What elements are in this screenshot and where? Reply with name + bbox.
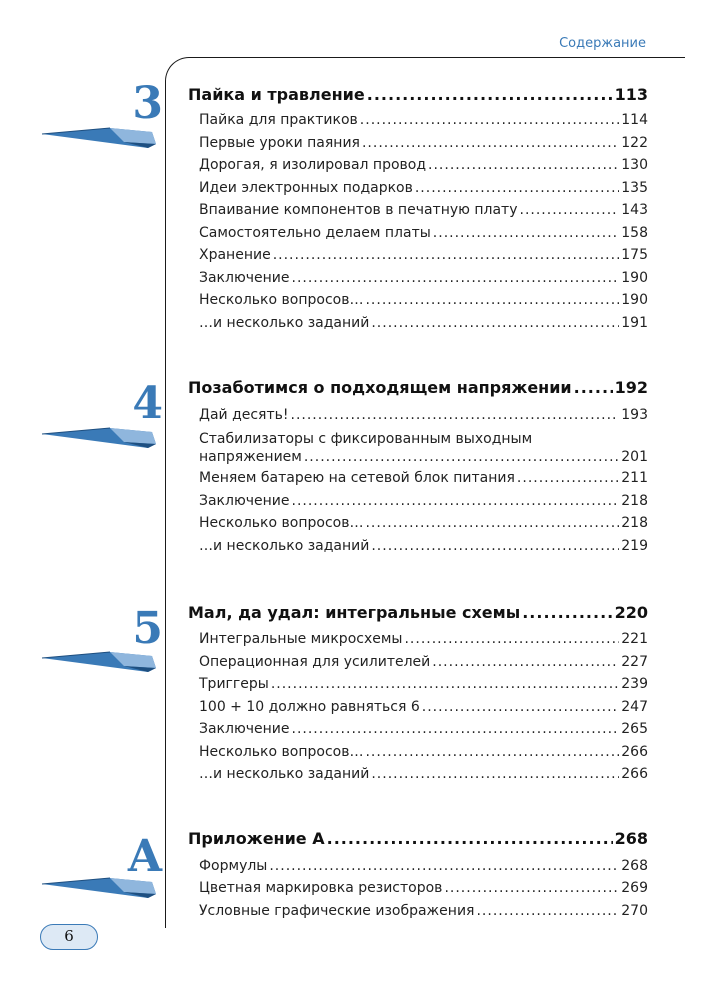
toc-chapter-title[interactable]: Приложение А ..... 268	[188, 828, 648, 850]
toc-entry[interactable]: …и несколько заданий ..... 191	[199, 312, 648, 334]
chapter-number: 4	[132, 378, 163, 429]
toc-entry[interactable]: Формулы ..... 268	[199, 855, 648, 877]
pen-icon	[40, 124, 160, 152]
toc-entry[interactable]: Идеи электронных подарков ..... 135	[199, 177, 648, 199]
pen-icon	[40, 874, 160, 902]
toc-entry[interactable]: Интегральные микросхемы ..... 221	[199, 628, 648, 650]
toc-entry[interactable]: Условные графические изображения ..... 270	[199, 900, 648, 922]
toc-entry[interactable]: Заключение ..... 218	[199, 490, 648, 512]
toc-entry[interactable]: Заключение ..... 265	[199, 718, 648, 740]
toc-entry[interactable]: Самостоятельно делаем платы ..... 158	[199, 222, 648, 244]
page-number-badge: 6	[40, 924, 98, 950]
toc-entry[interactable]: Стабилизаторы с фиксированным выходным напряжением ..... 201	[199, 426, 648, 466]
toc-entry[interactable]: …и несколько заданий ..... 219	[199, 535, 648, 557]
toc-chapter-title[interactable]: Пайка и травление ..... 113	[188, 84, 648, 106]
toc-entry[interactable]: Несколько вопросов… ..... 190	[199, 289, 648, 311]
toc-entry[interactable]: Дорогая, я изолировал провод ..... 130	[199, 154, 648, 176]
toc-entry[interactable]: Первые уроки паяния ..... 122	[199, 132, 648, 154]
toc-entry[interactable]: 100 + 10 должно равняться 6 ..... 247	[199, 696, 648, 718]
pen-icon	[40, 424, 160, 452]
toc-entry[interactable]: Несколько вопросов… ..... 218	[199, 512, 648, 534]
toc-entry[interactable]: Цветная маркировка резисторов ..... 269	[199, 877, 648, 899]
chapter-number: 3	[132, 78, 163, 129]
toc-chapter-title[interactable]: Мал, да удал: интегральные схемы ..... 220	[188, 602, 648, 624]
toc-entry[interactable]: Несколько вопросов… ..... 266	[199, 741, 648, 763]
toc-entry[interactable]: Хранение ..... 175	[199, 244, 648, 266]
toc-entry[interactable]: Меняем батарею на сетевой блок питания ..... 211	[199, 467, 648, 489]
toc-entry[interactable]: Триггеры ..... 239	[199, 673, 648, 695]
toc-entry[interactable]: Пайка для практиков ..... 114	[199, 109, 648, 131]
pen-icon	[40, 648, 160, 676]
toc-entry[interactable]: Заключение ..... 190	[199, 267, 648, 289]
chapter-number: 5	[132, 603, 163, 654]
toc-entry[interactable]: Операционная для усилителей ..... 227	[199, 651, 648, 673]
running-header: Содержание	[559, 36, 646, 51]
toc-chapter-title[interactable]: Позаботимся о подходящем напряжении ..... 192	[188, 377, 648, 399]
toc-entry[interactable]: Впаивание компонентов в печатную плату ..... 143	[199, 199, 648, 221]
toc-entry[interactable]: Дай десять! ..... 193	[199, 404, 648, 426]
chapter-number: А	[127, 831, 163, 882]
toc-entry[interactable]: …и несколько заданий ..... 266	[199, 763, 648, 785]
